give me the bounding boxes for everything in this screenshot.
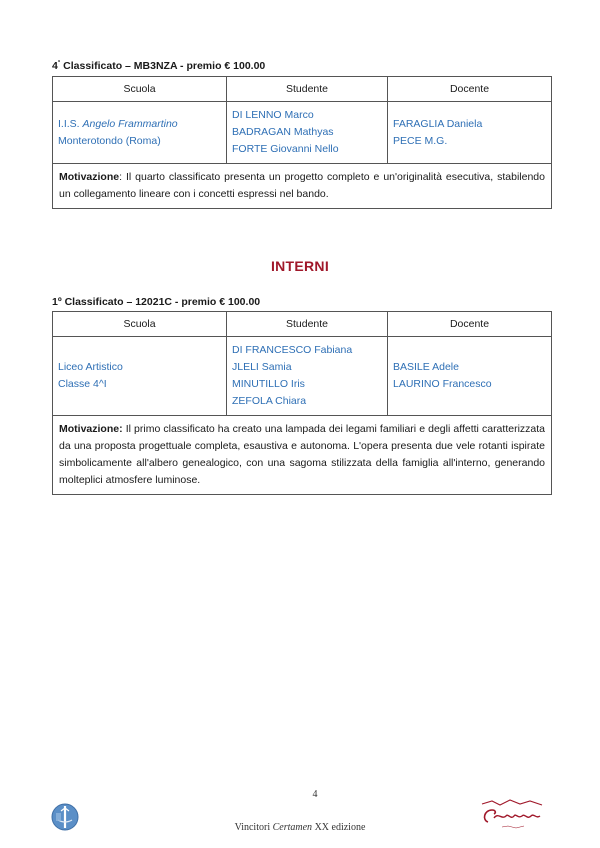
teachers-cell xyxy=(388,102,552,164)
page-number: 4 xyxy=(312,789,318,800)
student-name: DI LENNO Marco xyxy=(232,109,314,121)
award-title: Classificato – MB3NZA - premio € 100.00 xyxy=(60,60,266,72)
table-header-row xyxy=(53,77,552,102)
school-location: Monterotondo (Roma) xyxy=(58,134,161,147)
motivation-label: Motivazione: xyxy=(59,423,123,435)
motivation-row xyxy=(53,164,552,209)
award-table xyxy=(52,76,552,209)
award-heading xyxy=(52,60,265,72)
student-name: BADRAGAN Mathyas xyxy=(232,126,334,138)
teachers-cell xyxy=(388,337,552,416)
student-name: FORTE Giovanni Nello xyxy=(232,143,339,155)
award-rank: 4 xyxy=(52,60,58,72)
column-header-teacher: Docente xyxy=(388,77,552,102)
motivation-label: Motivazione xyxy=(59,171,120,183)
column-header-student: Studente xyxy=(227,312,388,337)
motivation-text: Il primo classificato ha creato una lampada dei legami familiari e degli affetti caratterizzata da una proposta progettuale completa, esaustiva e autonoma. L'opera presenta due vele rotanti ispirate simbolicamente all'albero genealogico, con una sagoma stilizzata della famiglia all'interno, generando molteplici atmosfere luminose. xyxy=(59,423,546,486)
column-header-school: Scuola xyxy=(53,77,227,102)
award-heading xyxy=(52,296,260,308)
teacher-name: PECE M.G. xyxy=(393,134,448,147)
students-cell xyxy=(227,102,388,164)
student-name: DI FRANCESCO Fabiana xyxy=(232,344,353,356)
school-cell xyxy=(53,337,227,416)
students-cell xyxy=(227,337,388,416)
footer: Vincitori Certamen XX edizione xyxy=(234,822,366,833)
column-header-school: Scuola xyxy=(53,312,227,337)
school-name: Liceo Artistico xyxy=(58,361,123,373)
award-title: º Classificato – 12021C - premio € 100.00 xyxy=(57,296,261,308)
table-row xyxy=(53,102,552,164)
motivation-cell: Motivazione: Il quarto classificato presenta un progetto completo e un'originalità esecutiva, stabilendo un collegamento lineare con i concetti espressi nel bando. xyxy=(53,164,552,209)
teacher-name: BASILE Adele xyxy=(393,361,459,373)
school-name: I.I.S. Angelo Frammartino xyxy=(58,117,178,130)
teacher-name: FARAGLIA Daniela xyxy=(393,117,483,130)
motivation-row xyxy=(53,416,552,495)
teacher-name: LAURINO Francesco xyxy=(393,378,492,390)
student-name: ZEFOLA Chiara xyxy=(232,395,307,407)
column-header-student: Studente xyxy=(227,77,388,102)
table-row xyxy=(53,337,552,416)
footer-brand: Certamen xyxy=(272,822,313,833)
student-name: MINUTILLO Iris xyxy=(232,378,305,390)
section-title: INTERNI xyxy=(270,258,330,274)
school-cell xyxy=(53,102,227,164)
motivation-text: Il quarto classificato presenta un progetto completo e un'originalità esecutiva, stabilendo un collegamento lineare con i concetti espressi nel bando. xyxy=(59,171,545,200)
motivation-cell xyxy=(53,416,552,495)
award-table xyxy=(52,311,552,495)
award-rank: 1 xyxy=(52,296,58,308)
table-header-row xyxy=(53,312,552,337)
award-rank-suffix: ° xyxy=(57,60,61,67)
column-header-teacher: Docente xyxy=(388,312,552,337)
school-class: Classe 4^I xyxy=(58,378,107,390)
student-name: JLELI Samia xyxy=(232,361,292,373)
